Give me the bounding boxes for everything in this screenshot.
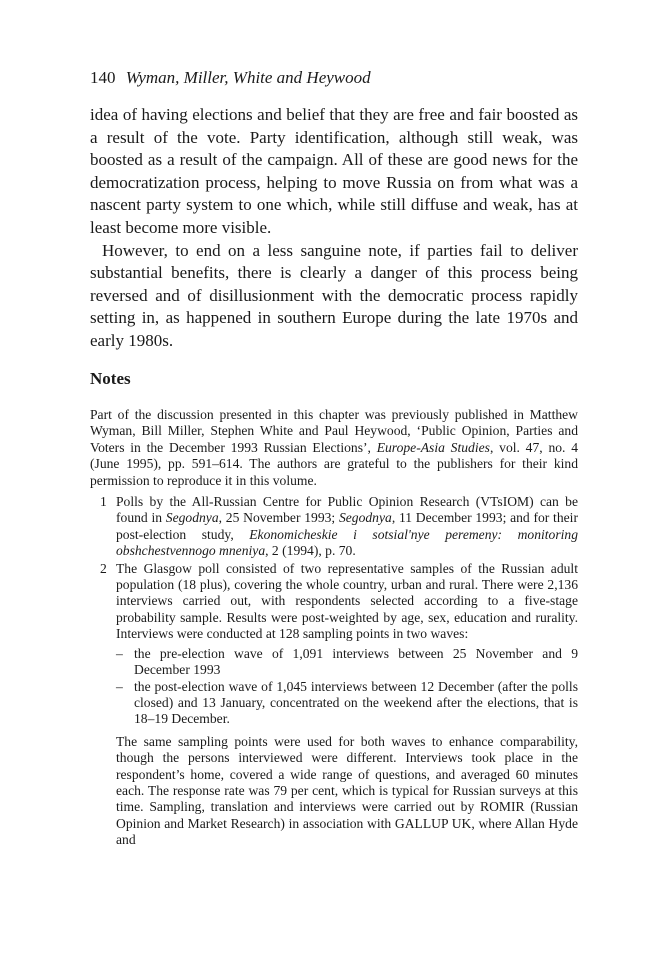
- journal-title: Europe-Asia Studies: [376, 439, 490, 455]
- newspaper-title: Segodnya: [165, 510, 219, 526]
- running-head-authors: Wyman, Miller, White and Heywood: [125, 68, 371, 87]
- note-number: 1: [100, 494, 107, 510]
- notes-intro: Part of the discussion presented in this chapter was previously published in Matthew Wyman, Bill Miller, Stephen White and Paul Heywood, ‘Public Opinion, Parties and Voters in the December 1993 Russian Elections’, Europe-Asia Studies, vol. 47, no. 4 (June 1995), pp. 591–614. The authors are grateful to the publishers for their kind permission to reproduce it in this volume.: [90, 407, 579, 488]
- note-1: 1 Polls by the All-Russian Centre for Public Opinion Research (VTsIOM) can be found in Segodnya, 25 November 1993; Segodnya, 11 December 1993; and for their post-election study, Ekonomicheskie i sotsial'nye peremeny: monitoring obshchestvennogo mneniya, 2 (1994), p. 70.: [100, 494, 579, 559]
- note-2-text: The Glasgow poll consisted of two representative samples of the Russian adult population (18 plus), covering the whole country, urban and rural. There were 2,136 interviews carried out, with respondents selected according to a five-stage probability sample. Results were post-weighted by age, sex, education and rurality. Interviews were conducted at 128 sampling points in two waves:: [116, 560, 578, 642]
- running-head: [90, 68, 371, 88]
- note-number: 2: [100, 560, 107, 576]
- newspaper-title: Segodnya: [338, 510, 392, 526]
- dash-marker: –: [116, 645, 123, 661]
- body-paragraph-1: idea of having elections and belief that they are free and fair boosted as a result of the vote. Party identification, although still weak, was boosted as a result of the campaign. All of these are good news for the democratization process, helping to move Russia on from what was a nascent party system to one which, while still diffuse and weak, has at least become more visible.: [90, 105, 578, 237]
- notes-list: [90, 494, 578, 849]
- publication-title: Ekonomicheskie i sotsial'nye peremeny: monitoring obshchestvennogo mneniya: [116, 526, 579, 559]
- wave-list: [116, 646, 578, 728]
- wave-item-pre-election: – the pre-election wave of 1,091 interviews between 25 November and 9 December 1993: [116, 645, 578, 678]
- page-number: 140: [90, 68, 116, 87]
- wave-item-post-election: – the post-election wave of 1,045 interviews between 12 December (after the polls closed) and 13 January, concentrated on the weekend after the elections, that is 18–19 December.: [116, 678, 578, 727]
- notes-section: [90, 407, 578, 850]
- main-text: [90, 104, 578, 353]
- notes-heading: Notes: [90, 369, 131, 388]
- body-paragraph-2: However, to end on a less sanguine note, if parties fail to deliver substantial benefits, there is clearly a danger of this process being reversed and of disillusionment with the democratic process rapidly setting in, as happened in southern Europe during the late 1970s and early 1980s.: [90, 240, 578, 350]
- dash-marker: –: [116, 678, 123, 694]
- note-2: [90, 561, 578, 849]
- note-2-paragraph-2: The same sampling points were used for both waves to enhance comparability, though the persons interviewed were different. Interviews took place in the respondent’s home, covered a wide range of questions, and averaged 60 minutes each. The response rate was 79 per cent, which is typical for Russian surveys at this time. Sampling, translation and interviews were carried out by ROMIR (Russian Opinion and Market Research) in association with GALLUP UK, where Allan Hyde and: [116, 733, 578, 848]
